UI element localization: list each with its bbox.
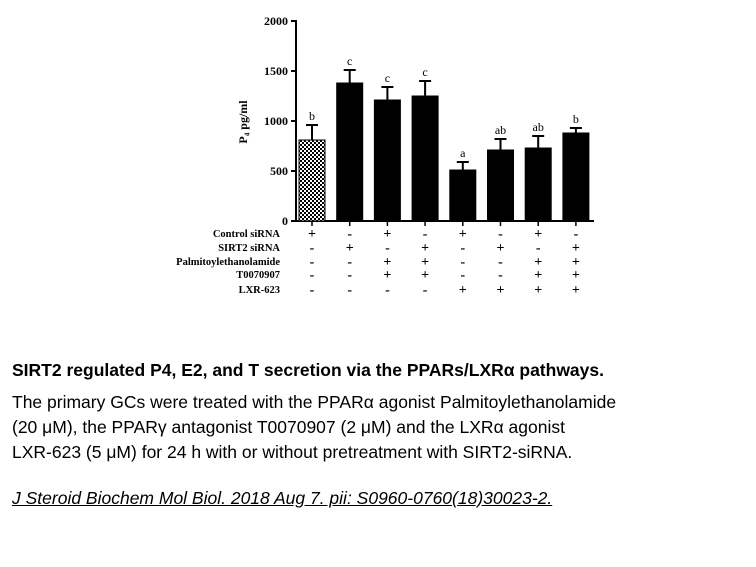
treatment-name: Control siRNA — [212, 229, 280, 240]
treatment-sign: + — [458, 283, 467, 298]
treatment-sign: + — [571, 268, 580, 283]
treatment-sign: + — [308, 227, 316, 242]
significance-label: b — [309, 109, 315, 123]
y-axis-label: P₄ pg/ml — [236, 100, 250, 144]
treatment-sign: - — [309, 283, 315, 298]
treatment-sign: + — [421, 241, 430, 256]
y-tick-label: 2000 — [264, 14, 288, 28]
caption-line-2: (20 μM), the PPARγ antagonist T0070907 (2 μM) and the LXRα agonist — [12, 417, 565, 437]
treatment-sign: - — [422, 227, 428, 242]
treatment-sign: + — [383, 255, 392, 270]
significance-label: c — [384, 71, 391, 85]
treatment-name: SIRT2 siRNA — [218, 243, 280, 254]
bar — [450, 170, 476, 221]
bar — [299, 140, 325, 221]
treatment-sign: + — [421, 268, 430, 283]
treatment-sign: + — [496, 241, 505, 256]
bar — [337, 83, 363, 221]
bar — [374, 100, 400, 221]
treatment-sign: + — [534, 283, 543, 298]
treatment-sign: - — [498, 227, 503, 242]
treatment-sign: - — [385, 241, 390, 256]
treatment-sign: + — [383, 268, 392, 283]
treatment-sign: + — [571, 255, 580, 270]
y-tick-label: 1500 — [264, 64, 288, 78]
treatment-sign: - — [460, 255, 466, 270]
y-tick-label: 500 — [270, 164, 288, 178]
bar — [525, 148, 551, 221]
treatment-sign: + — [345, 241, 354, 256]
significance-label: c — [422, 65, 428, 79]
treatment-sign: - — [573, 227, 579, 242]
bar — [563, 133, 589, 221]
bar — [412, 96, 438, 221]
treatment-sign: - — [347, 227, 353, 242]
treatment-sign: - — [535, 241, 541, 256]
treatment-sign: - — [309, 255, 315, 270]
y-tick-label: 0 — [282, 214, 288, 228]
significance-label: ab — [532, 120, 544, 134]
treatment-sign: - — [309, 268, 315, 283]
treatment-sign: + — [534, 255, 543, 270]
treatment-sign: + — [534, 227, 543, 242]
treatment-sign: + — [458, 227, 467, 242]
treatment-sign: + — [383, 227, 392, 242]
citation-link[interactable]: J Steroid Biochem Mol Biol. 2018 Aug 7. pii: S0960-0760(18)30023-2. — [12, 488, 553, 508]
treatment-sign: - — [347, 283, 353, 298]
treatment-sign: - — [498, 268, 503, 283]
significance-label: b — [572, 112, 579, 126]
treatment-sign: + — [534, 268, 543, 283]
significance-label: c — [347, 54, 353, 68]
caption-title: SIRT2 regulated P4, E2, and T secretion via the PPARs/LXRα pathways. — [12, 360, 604, 380]
treatment-sign: - — [422, 283, 428, 298]
treatment-name: LXR-623 — [238, 285, 280, 296]
significance-label: a — [460, 146, 466, 160]
treatment-sign: - — [347, 255, 353, 270]
caption-line-3: LXR-623 (5 μM) for 24 h with or without pretreatment with SIRT2-siRNA. — [12, 442, 573, 462]
treatment-sign: + — [571, 283, 580, 298]
treatment-sign: - — [460, 241, 466, 256]
treatment-sign: - — [385, 283, 390, 298]
bar — [488, 150, 514, 221]
treatment-sign: + — [421, 255, 430, 270]
significance-label: ab — [494, 123, 507, 137]
treatment-table — [176, 227, 580, 298]
treatment-sign: - — [498, 255, 503, 270]
treatment-sign: - — [347, 268, 353, 283]
bars — [299, 54, 589, 221]
treatment-sign: - — [460, 268, 466, 283]
treatment-name: Palmitoylethanolamide — [176, 257, 280, 268]
treatment-sign: - — [309, 241, 315, 256]
treatment-name: T0070907 — [236, 270, 280, 281]
treatment-sign: + — [571, 241, 580, 256]
treatment-sign: + — [496, 283, 505, 298]
caption-line-1: The primary GCs were treated with the PPARα agonist Palmitoylethanolamide — [12, 392, 617, 412]
y-tick-label: 1000 — [264, 114, 288, 128]
